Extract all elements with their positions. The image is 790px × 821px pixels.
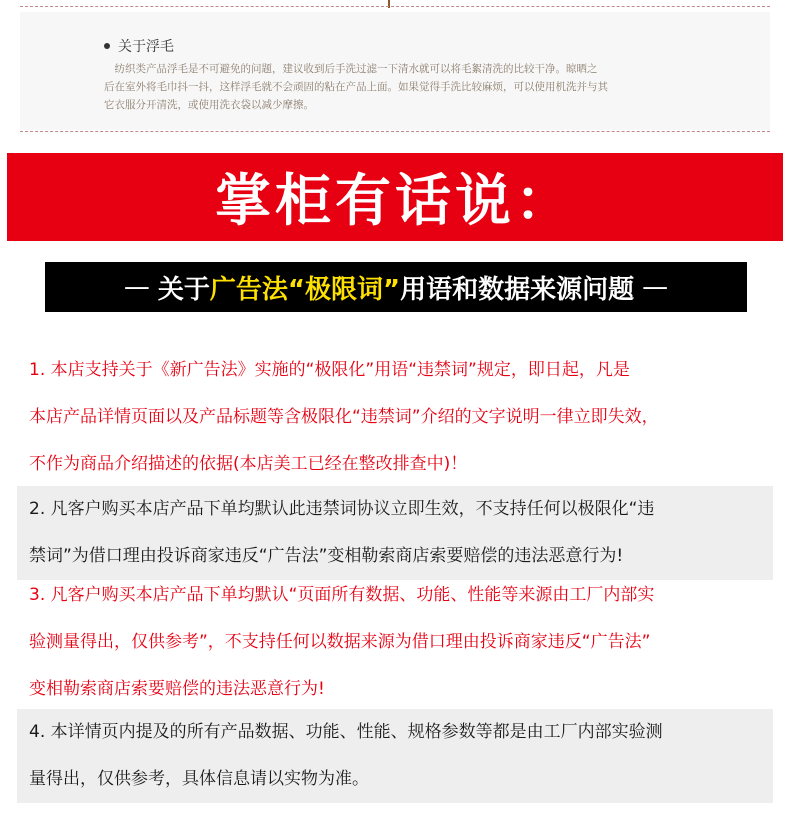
rule-2	[17, 486, 773, 580]
fluff-line: 纺织类产品浮毛是不可避免的问题，建议收到后手洗过滤一下清水就可以将毛絮清洗的比较干净。晾晒之	[114, 63, 598, 75]
subtitle-suffix: 用语和数据来源问题	[400, 274, 635, 305]
rule-line: 4. 本详情页内提及的所有产品数据、功能、性能、规格参数等都是由工厂内部实验测	[29, 722, 663, 742]
subtitle-highlight-extreme-words: “极限词”	[287, 274, 401, 305]
rule-3	[17, 572, 773, 713]
subtitle-prefix: 关于	[157, 274, 210, 305]
rule-line: 3. 凡客户购买本店产品下单均默认“页面所有数据、功能、性能等来源由工厂内部实	[29, 585, 655, 605]
rule-line: 变相勒索商店索要赔偿的违法恶意行为!	[29, 679, 325, 699]
subtitle-bar	[45, 262, 747, 312]
banner-title: 掌柜有话说：	[215, 169, 575, 234]
rule-4	[17, 709, 773, 803]
subtitle-dash-right: —	[642, 272, 669, 302]
fluff-description	[104, 60, 704, 114]
rule-line: 验测量得出，仅供参考”，不支持任何以数据来源为借口理由投诉商家违反“广告法”	[29, 632, 651, 652]
top-dashed-divider	[20, 6, 770, 7]
subtitle-highlight-ad-law: 广告法	[209, 274, 288, 305]
rule-line: 量得出，仅供参考，具体信息请以实物为准。	[29, 769, 369, 789]
fluff-heading	[104, 36, 174, 56]
fluff-line: 后在室外将毛巾抖一抖，这样浮毛就不会顽固的粘在产品上面。如果觉得手洗比较麻烦，可以使用机洗并与其	[104, 81, 608, 93]
bullet-icon	[104, 43, 110, 49]
shopkeeper-banner	[7, 153, 783, 241]
rule-line: 本店产品详情页面以及产品标题等含极限化“违禁词”介绍的文字说明一律立即失效，	[29, 407, 659, 427]
rule-line: 禁词”为借口理由投诉商家违反“广告法”变相勒索商店索要赔偿的违法恶意行为!	[29, 546, 624, 566]
rule-line: 2. 凡客户购买本店产品下单均默认此违禁词协议立即生效，不支持任何以极限化“违	[29, 499, 655, 519]
rule-line: 1. 本店支持关于《新广告法》实施的“极限化”用语“违禁词”规定，即日起，凡是	[29, 360, 630, 380]
rule-1	[17, 347, 773, 488]
subtitle-dash-left: —	[123, 272, 150, 302]
fluff-line: 它衣服分开清洗，或使用洗衣袋以减少摩擦。	[104, 99, 314, 111]
bottom-dashed-divider	[20, 131, 770, 132]
fluff-heading-text: 关于浮毛	[118, 39, 174, 55]
rule-line: 不作为商品介绍描述的依据(本店美工已经在整改排查中)！	[29, 454, 468, 474]
